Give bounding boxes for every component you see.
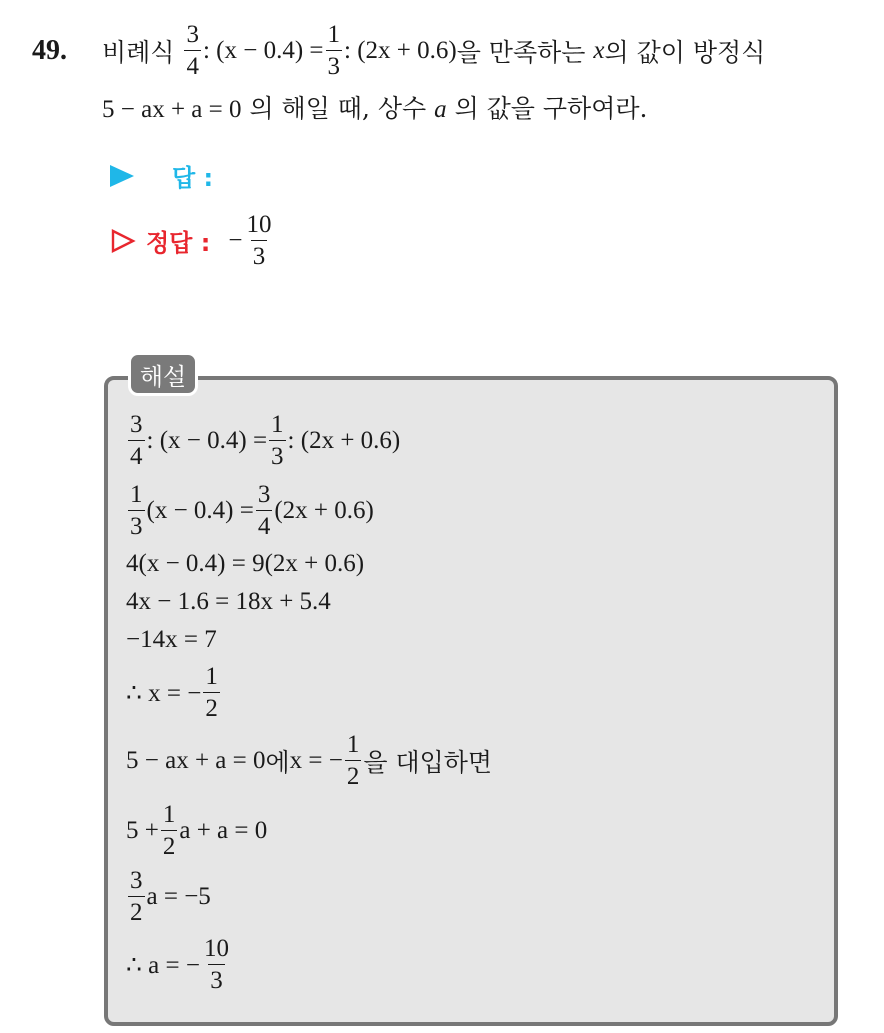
solution-line-4 [126, 588, 331, 616]
solution-text: : (x − 0.4) = [146, 426, 268, 454]
variable-x: x [593, 36, 605, 64]
fraction-denominator: 2 [161, 830, 178, 859]
fraction-denominator: 2 [203, 692, 220, 721]
question-number: 49. [32, 34, 67, 66]
solution-text: 4(x − 0.4) = 9(2x + 0.6) [126, 550, 365, 577]
fraction-denominator: 4 [256, 510, 273, 539]
fraction-denominator: 4 [128, 440, 145, 469]
fraction-numerator: 3 [257, 481, 271, 508]
question-text-2: 을 만족하는 [456, 37, 586, 67]
solution-text: 에 [265, 747, 290, 777]
solution-text: (2x + 0.6) [274, 496, 374, 524]
solution-line-10 [126, 936, 233, 993]
play-triangle-icon [110, 165, 134, 187]
solution-line-2 [126, 482, 374, 539]
solution-text: : (2x + 0.6) [287, 426, 401, 454]
fraction-numerator: 1 [205, 663, 218, 690]
variable-a: a [434, 96, 447, 123]
ratio-right-fraction [326, 22, 343, 79]
problem [32, 22, 862, 125]
question-line-1 [32, 22, 862, 79]
solution-fraction [203, 664, 220, 721]
question-line-2 [102, 89, 862, 125]
question-text-4: 의 해일 때, 상수 [249, 94, 427, 123]
fraction-denominator: 4 [184, 50, 201, 79]
solution-text: 을 대입하면 [363, 747, 493, 777]
solution-fraction [161, 802, 178, 859]
fraction-numerator: 1 [130, 481, 143, 508]
answer-label: 답 : [172, 164, 214, 192]
solution-line-9 [126, 868, 211, 925]
fraction-numerator: 10 [203, 935, 229, 962]
solution-text: x = − [289, 746, 343, 774]
solution-line-5 [126, 626, 217, 654]
fraction-denominator: 2 [345, 760, 362, 789]
solution-line-3 [126, 550, 364, 578]
solution-fraction [128, 412, 145, 469]
solution-fraction [269, 412, 286, 469]
solution-line-8 [126, 802, 267, 859]
fraction-numerator: 3 [130, 411, 143, 438]
fraction-numerator: 1 [346, 731, 360, 758]
solution-line-1 [126, 412, 400, 469]
solution-fraction [128, 868, 145, 925]
solution-text: ∴ a = − [126, 951, 200, 979]
solution-line-6 [126, 664, 222, 721]
solution-fraction [202, 936, 231, 993]
fraction-numerator: 3 [130, 867, 143, 894]
fraction-denominator: 3 [269, 440, 286, 469]
question-text-5: 의 값을 구하여라. [454, 94, 648, 123]
fraction-denominator: 3 [208, 964, 225, 993]
answer-row [110, 158, 213, 193]
solution-line-7 [126, 732, 492, 789]
fraction-denominator: 3 [326, 50, 343, 79]
solution-text: −14x = 7 [126, 626, 217, 653]
solution-text: a + a = 0 [179, 816, 268, 844]
solution-text: a = −5 [146, 882, 211, 910]
solution-tag: 해설 [128, 352, 198, 396]
question-text-1: 비례식 [102, 37, 175, 67]
question-text-3: 의 값이 방정식 [604, 37, 766, 67]
fraction-numerator: 3 [186, 21, 199, 48]
fraction-numerator: 1 [162, 801, 176, 828]
ratio-left-rest: : (x − 0.4) = [202, 36, 324, 64]
ratio-left-fraction [184, 22, 201, 79]
fraction-denominator: 3 [128, 510, 145, 539]
fraction-numerator: 1 [327, 21, 340, 48]
solution-text: 5 − ax + a = 0 [126, 746, 266, 774]
fraction-numerator: 1 [271, 411, 284, 438]
question-equation: 5 − ax + a = 0 [102, 96, 242, 123]
solution-text: ∴ x = − [126, 679, 202, 707]
correct-answer-row [110, 212, 275, 269]
solution-fraction [128, 482, 145, 539]
correct-answer-label: 정답 : [146, 229, 211, 257]
solution-fraction [345, 732, 362, 789]
correct-answer-value [228, 212, 275, 269]
solution-text: 4x − 1.6 = 18x + 5.4 [126, 588, 331, 615]
answer-fraction [244, 212, 273, 269]
solution-fraction [256, 482, 273, 539]
outline-triangle-icon [110, 228, 136, 254]
fraction-numerator: 10 [246, 211, 272, 238]
ratio-right-rest: : (2x + 0.6) [344, 36, 457, 64]
fraction-denominator: 2 [128, 896, 145, 925]
solution-text: (x − 0.4) = [146, 496, 254, 524]
answer-sign: − [228, 226, 243, 254]
solution-text: 5 + [126, 816, 159, 844]
fraction-denominator: 3 [251, 240, 268, 269]
